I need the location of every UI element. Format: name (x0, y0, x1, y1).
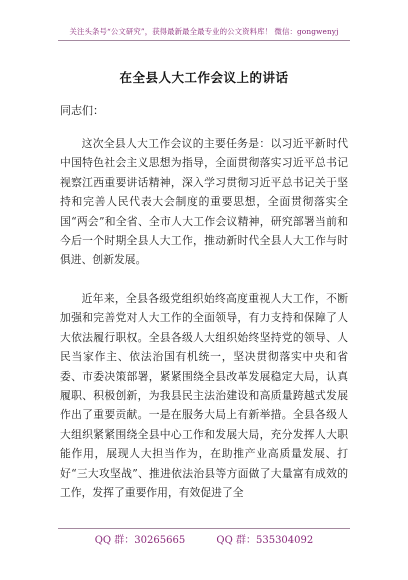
header-divider (58, 40, 350, 41)
page-header (0, 0, 408, 58)
footer-divider (58, 528, 350, 529)
footer-qq-group-1: QQ 群：30265665 (94, 535, 186, 546)
body-paragraph-2: 近年来，全县各级党组织始终高度重视人大工作，不断加强和完善党对人大工作的全面领导，有力支持和保障了人大依法履行职权。全县各级人大组织始终坚持党的领导、人民当家作主、依法治国有机统一，坚决贯彻落实中央和省委、市委决策部署，紧紧围绕全县改革发展稳定大局，认真履职、积极创新，为我县民主法治建设和高质量跨越式发展作出了重要贡献。一是在服务大局上有新举措。全县各级人大组织紧紧围绕全县中心工作和发展大局，充分发挥人大职能作用，展现人大担当作为，在助推产业高质量发展、打好“三大攻坚战”、推进依法治县等方面做了大量富有成效的工作，发挥了重要作用，有效促进了全 (60, 292, 348, 500)
footer-qq-group-2: QQ 群：535304092 (216, 535, 314, 546)
page-footer (0, 531, 408, 546)
body-paragraph-1: 这次全县人大工作会议的主要任务是：以习近平新时代中国特色社会主义思想为指导，全面贯彻落实习近平总书记视察江西重要讲话精神，深入学习贯彻习近平总书记关于坚持和完善人民代表大会制度的重要思想，全面贯彻落实全国“两会”和全省、全市人大工作会议精神，研究部署当前和今后一个时期全县人大工作，推动新时代全县人大工作与时俱进、创新发展。 (60, 137, 348, 267)
salutation: 同志们： (60, 104, 104, 117)
document-title: 在全县人大工作会议上的讲话 (119, 70, 289, 85)
header-notice: 关注头条号“公文研究”，获得最新最全最专业的公文资料库！ 微信：gongwenyj (69, 27, 339, 36)
